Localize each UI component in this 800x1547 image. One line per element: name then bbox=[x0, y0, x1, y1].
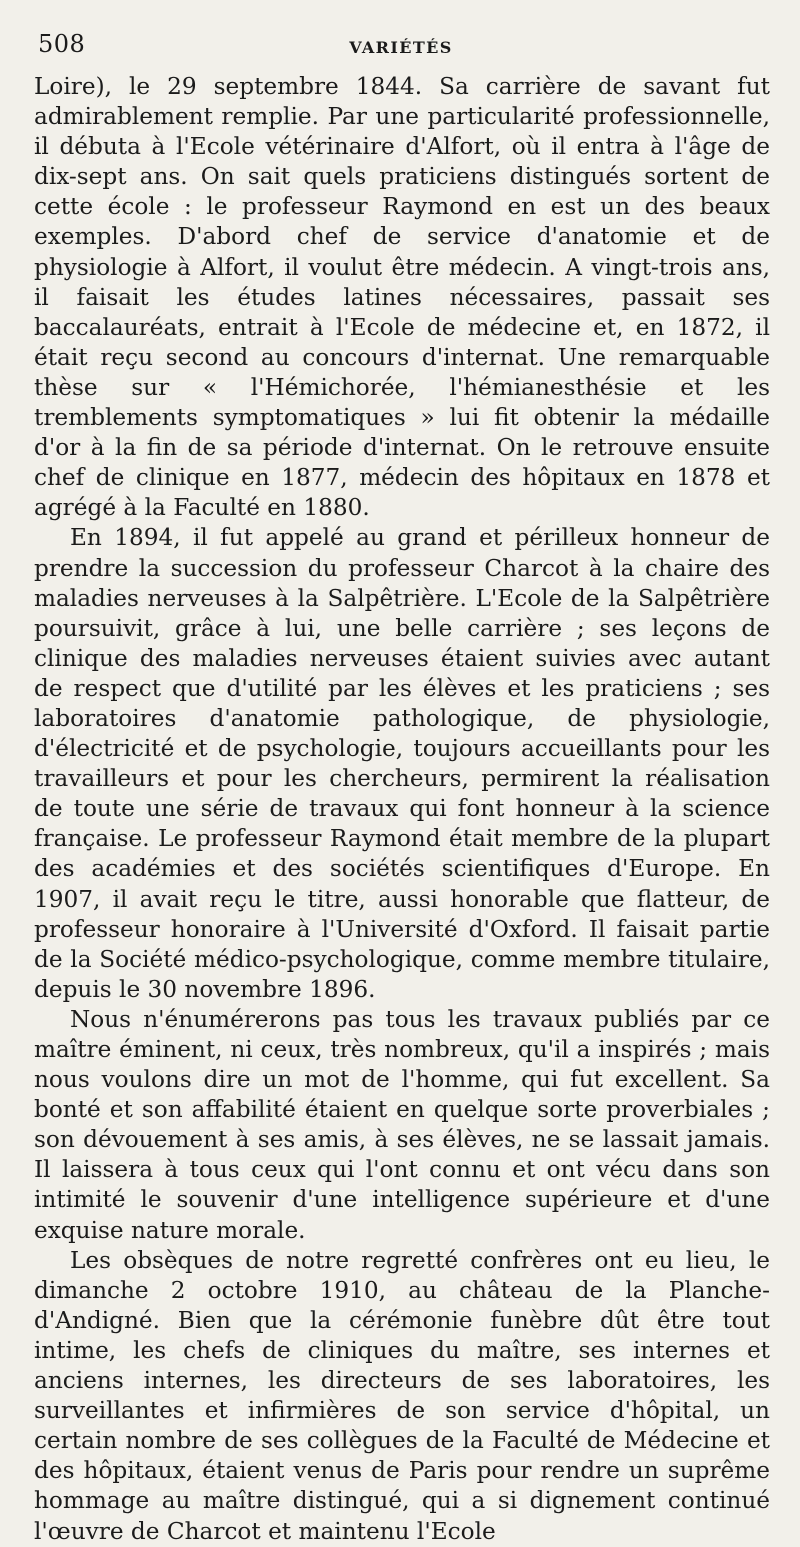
paragraph-2: En 1894, il fut appelé au grand et périlleux honneur de prendre la succession du professeur Charcot à la chaire des maladies nerveuses à la Salpêtrière. L'Ecole de la Salpêtrière poursuivit, grâce à lui, une belle carrière ; ses leçons de clinique des maladies nerveuses étaient suivies avec autant de respect que d'utilité par les élèves et les praticiens ; ses laboratoires d'anatomie pathologique, de physiologie, d'électricité et de psychologie, toujours accueillants pour les travailleurs et pour les chercheurs, permirent la réalisation de toute une série de travaux qui font honneur à la science française. Le professeur Raymond était membre de la plupart des académies et des sociétés scientifiques d'Europe. En 1907, il avait reçu le titre, aussi honorable que flatteur, de professeur honoraire à l'Université d'Oxford. Il faisait partie de la Société médico-psychologique, comme membre titulaire, depuis le 30 novembre 1896. bbox=[34, 524, 770, 1003]
paragraph-4: Les obsèques de notre regretté confrères ont eu lieu, le dimanche 2 octobre 1910, au château de la Planche-d'Andigné. Bien que la cérémonie funèbre dût être tout intime, les chefs de cliniques du maître, ses internes et anciens internes, les directeurs de ses laboratoires, les surveillantes et infirmières de son service d'hôpital, un certain nombre de ses collègues de la Faculté de Médecine et des hôpitaux, étaient venus de Paris pour rendre un suprême hommage au maître distingué, qui a si dignement continué l'œuvre de Charcot et maintenu l'Ecole bbox=[34, 1246, 770, 1545]
paragraph-3: Nous n'énumérerons pas tous les travaux publiés par ce maître éminent, ni ceux, très nombreux, qu'il a inspirés ; mais nous voulons dire un mot de l'homme, qui fut excellent. Sa bonté et son affabilité étaient en quelque sorte proverbiales ; son dévouement à ses amis, à ses élèves, ne se lassait jamais. Il laissera à tous ceux qui l'ont connu et ont vécu dans son intimité le souvenir d'une intelligence supérieure et d'une exquise nature morale. bbox=[34, 1005, 770, 1244]
article-body bbox=[34, 72, 770, 1547]
page-number: 508 bbox=[38, 30, 86, 58]
running-title: VARIÉTÉS bbox=[349, 38, 453, 57]
page-header bbox=[34, 0, 768, 70]
paragraph-1: Loire), le 29 septembre 1844. Sa carrière de savant fut admirablement remplie. Par une particularité professionnelle, il débuta à l'Ecole vétérinaire d'Alfort, où il entra à l'âge de dix-sept ans. On sait quels praticiens distingués sortent de cette école : le professeur Raymond en est un des beaux exemples. D'abord chef de service d'anatomie et de physiologie à Alfort, il voulut être médecin. A vingt-trois ans, il faisait les études latines nécessaires, passait ses baccalauréats, entrait à l'Ecole de médecine et, en 1872, il était reçu second au concours d'internat. Une remarquable thèse sur « l'Hémichorée, l'hémianesthésie et les tremblements symptomatiques » lui fit obtenir la médaille d'or à la fin de sa période d'internat. On le retrouve ensuite chef de clinique en 1877, médecin des hôpitaux en 1878 et agrégé à la Faculté en 1880. bbox=[34, 73, 770, 522]
